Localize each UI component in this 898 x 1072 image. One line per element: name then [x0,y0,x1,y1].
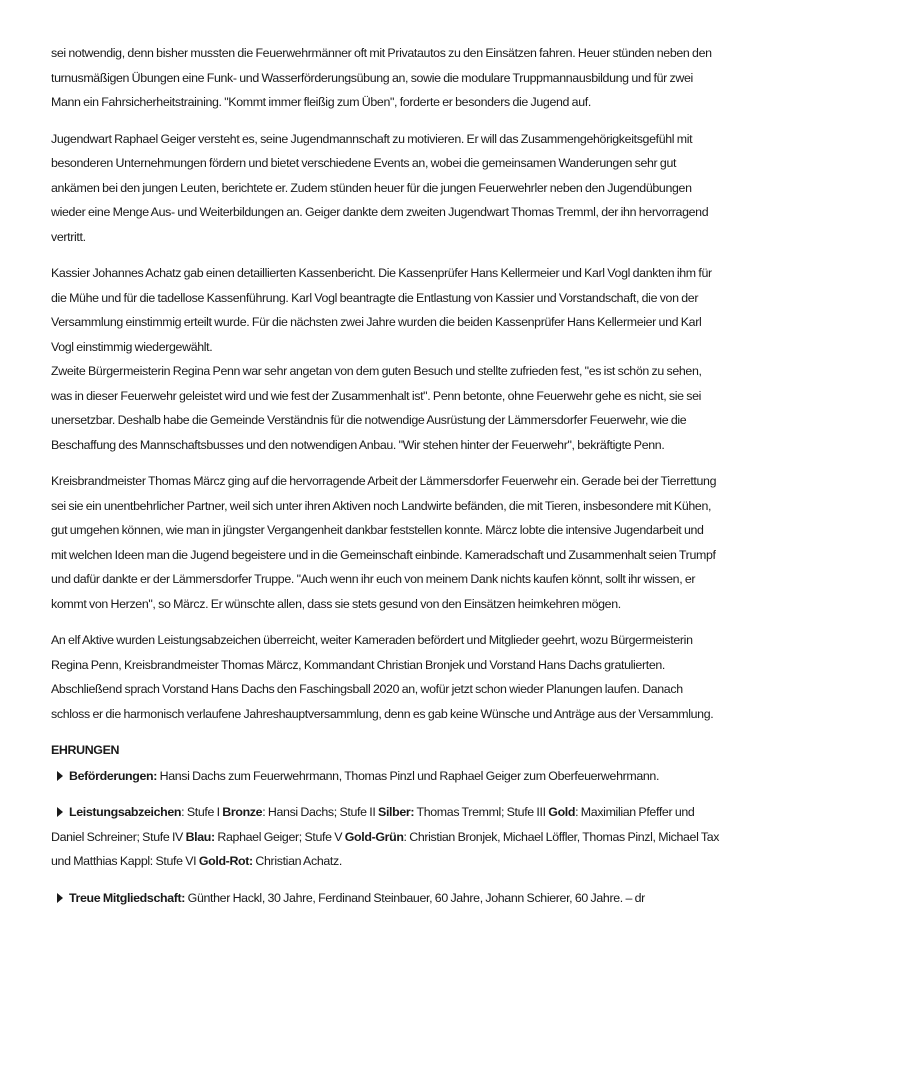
honor-label: Beförderungen: [69,768,158,783]
article-paragraph: Kreisbrandmeister Thomas Märcz ging auf die hervorragende Arbeit der Lämmersdorfer Feuerwehr ein. Gerade bei der Tierrettung sei sie ein unentbehrlicher Partner, weil sich unter ihren Aktiven noch Landwirte befänden, die mit Tieren, insbesondere mit Kühen, gut umgehen können, wie man in jüngster Vergangenheit dankbar feststellen konnte. Märcz lobte die intensive Jugendarbeit und mit welchen Ideen man die Jugend begeistere und in die Gemeinschaft einbinde. Kameradschaft und Zusammenhalt seien Trumpf und dafür dankte er der Lämmersdorfer Truppe. "Auch wenn ihr euch von meinem Dank nichts kaufen könnt, sollt ihr wissen, er kommt von Herzen", so Märcz. Er wünschte allen, dass sie stets gesund von den Einsätzen heimkehren mögen. [51,474,717,611]
article-paragraph: sei notwendig, denn bisher mussten die Feuerwehrmänner oft mit Privatautos zu den Einsätzen fahren. Heuer stünden neben den turnusmäßigen Übungen eine Funk- und Wasserförderungsübung an, sowie die modulare Truppmannausbildung und für zwei Mann ein Fahrsicherheitstraining. "Kommt immer fleißig zum Üben", forderte er besonders die Jugend auf. [51,46,712,109]
honor-text: Hansi Dachs zum Feuerwehrmann, Thomas Pinzl und Raphael Geiger zum Oberfeuerwehrmann. [157,768,660,783]
badge-level: Bronze [222,805,263,819]
honor-badges [51,800,721,874]
triangle-bullet-icon [57,807,63,817]
honor-text: : Hansi Dachs; Stufe II [262,805,379,819]
badge-level: Gold-Grün [344,829,404,844]
triangle-bullet-icon [57,893,63,903]
honor-promotions [51,764,721,789]
honor-text: : Maximilian Pfeffer und Daniel Schreiner; Stufe IV [51,805,695,844]
honor-membership [51,886,721,911]
honor-label: Treue Mitgliedschaft: [69,890,186,905]
badge-level: Gold-Rot: [198,854,253,868]
article-body [51,41,721,922]
badge-level: Blau: [185,829,215,844]
honor-text: : Stufe I [181,805,223,819]
badge-level: Gold [548,805,576,819]
article-paragraph: Zweite Bürgermeisterin Regina Penn war sehr angetan von dem guten Besuch und stellte zufrieden fest, "es ist schön zu sehen, was in dieser Feuerwehr geleistet wird und wie fest der Zusammenhalt ist". Penn betonte, ohne Feuerwehr gehe es nicht, sie sei unersetzbar. Deshalb habe die Gemeinde Verständnis für die notwendige Ausrüstung der Lämmersdorfer Feuerwehr, wie die Beschaffung des Mannschaftsbusses und den notwendigen Anbau. "Wir stehen hinter der Feuerwehr", bekräftigte Penn. [51,364,702,452]
honor-text: Thomas Tremml; Stufe III [414,805,549,819]
honor-text: Raphael Geiger; Stufe V [214,829,345,844]
article-paragraph: Kassier Johannes Achatz gab einen detaillierten Kassenbericht. Die Kassenprüfer Hans Kellermeier und Karl Vogl dankten ihm für die Mühe und für die tadellose Kassenführung. Karl Vogl beantragte die Entlastung von Kassier und Vorstandschaft, die von der Versammlung einstimmig erteilt wurde. Für die nächsten zwei Jahre wurden die beiden Kassenprüfer Hans Kellermeier und Karl Vogl einstimmig wiedergewählt. [51,266,712,354]
badge-level: Silber: [378,805,415,819]
honor-text: Christian Achatz. [252,854,342,868]
honor-text: Günther Hackl, 30 Jahre, Ferdinand Steinbauer, 60 Jahre, Johann Schierer, 60 Jahre. – dr [185,890,645,905]
triangle-bullet-icon [57,771,63,781]
honor-text: : Christian Bronjek, Michael Löffler, Thomas Pinzl, Michael Tax und Matthias Kappl: Stufe VI [51,829,720,868]
honor-label: Leistungsabzeichen [69,805,182,819]
article-paragraph: Jugendwart Raphael Geiger versteht es, seine Jugendmannschaft zu motivieren. Er will das Zusammengehörigkeitsgefühl mit besonderen Unternehmungen fördern und bietet verschiedene Events an, wobei die gemeinsamen Wanderungen sehr gut ankämen bei den jungen Leuten, berichtete er. Zudem stünden heuer für die jungen Feuerwehrler neben den Jugendübungen wieder eine Menge Aus- und Weiterbildungen an. Geiger dankte dem zweiten Jugendwart Thomas Tremml, der ihn hervorragend vertritt. [51,131,709,244]
honors-heading: EHRUNGEN [51,743,120,757]
article-paragraph: An elf Aktive wurden Leistungsabzeichen überreicht, weiter Kameraden befördert und Mitglieder geehrt, wozu Bürgermeisterin Regina Penn, Kreisbrandmeister Thomas Märcz, Kommandant Christian Bronjek und Vorstand Hans Dachs gratulierten. Abschließend sprach Vorstand Hans Dachs den Faschingsball 2020 an, wofür jetzt schon wieder Planungen laufen. Danach schloss er die harmonisch verlaufene Jahreshauptversammlung, denn es gab keine Wünsche und Anträge aus der Versammlung. [51,633,714,721]
